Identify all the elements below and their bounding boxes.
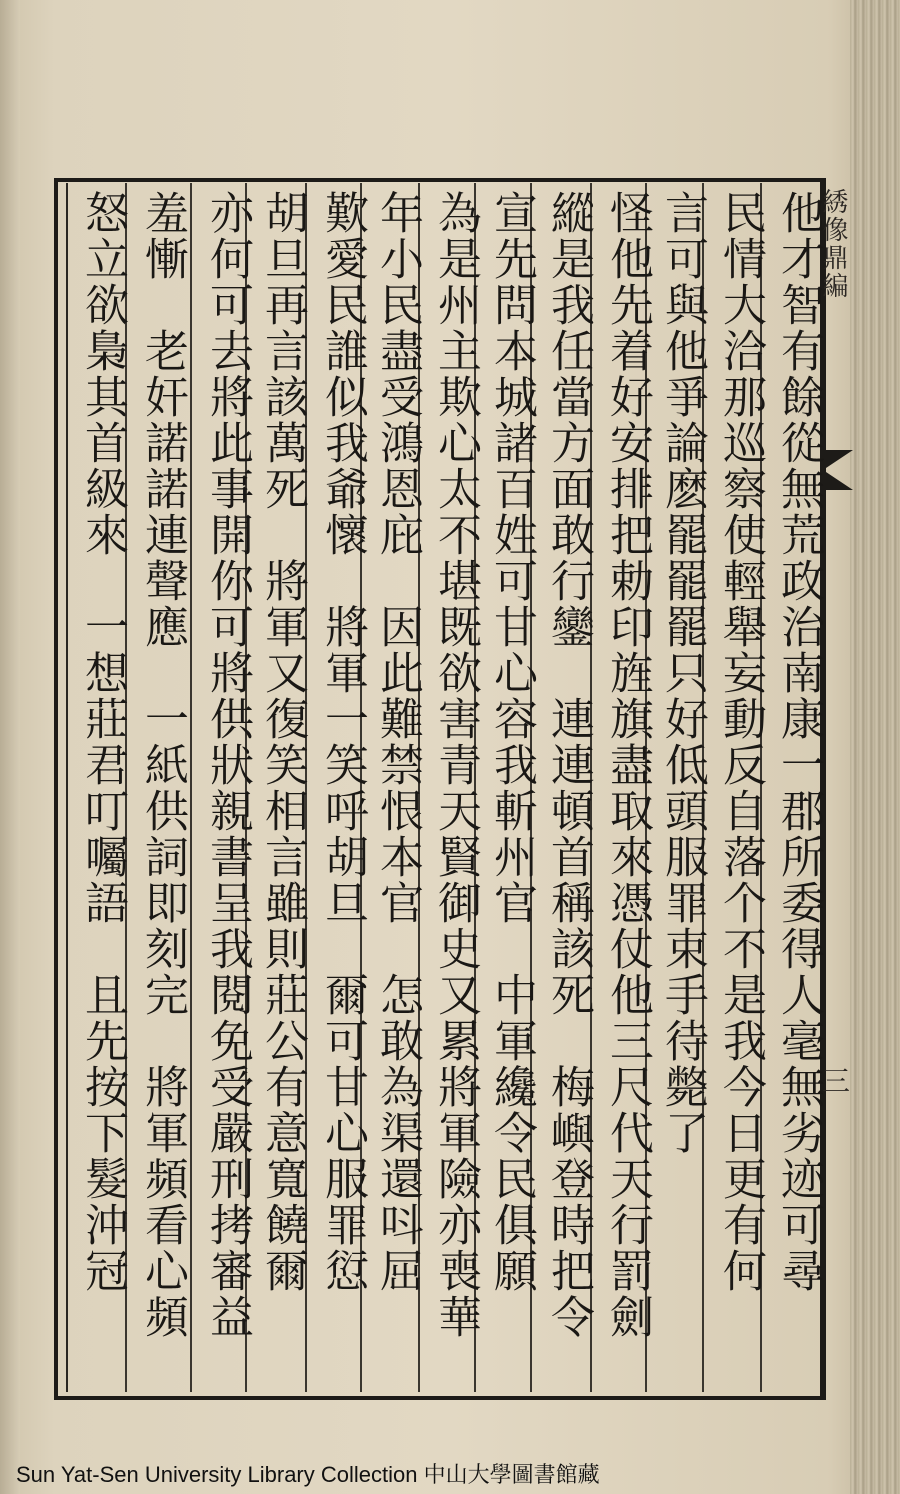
center-column-title: 綉像鼎編 <box>818 188 848 300</box>
collection-caption: Sun Yat-Sen University Library Collection 中山大學圖書館藏 <box>16 1462 600 1487</box>
text-column-13: 怒立欲梟其首級來 一想莊君叮囑語 且先按下髮沖冠 <box>77 190 128 1294</box>
text-column-3: 言可與他爭論麽罷罷罷只好低頭服罪束手待斃了 <box>657 190 708 1156</box>
text-column-7: 為是州主欺心太不堪既欲害青天賢御史又累將軍險亦喪華 <box>430 190 481 1340</box>
text-column-11: 亦何可去將此事開你可將供狀親書呈我閱免受嚴刑拷審益 <box>202 190 253 1340</box>
text-column-1: 他才智有餘從無荒政治南康一郡所委得人毫無劣迹可尋 <box>773 190 824 1294</box>
page-stack-edge <box>850 0 900 1494</box>
text-column-2: 民情大洽那巡察使輕舉妄動反自落个不是我今日更有何 <box>715 190 766 1294</box>
text-column-5: 縱是我任當方面敢行鑾 連連頓首稱該死 梅嶼登時把令 <box>543 190 594 1340</box>
text-column-4: 怪他先着好安排把勅印旌旗盡取來憑仗他三尺代天行罰劍 <box>602 190 653 1340</box>
text-column-6: 宣先問本城諸百姓可甘心容我斬州官 中軍纔令民俱願 <box>486 190 537 1294</box>
text-column-12: 羞慚 老奸諾諾連聲應 一紙供詞即刻完 將軍頻看心頻 <box>137 190 188 1340</box>
leaf-number: 三 <box>818 1066 851 1094</box>
text-column-8: 年小民盡受鴻恩庇 因此難禁恨本官 怎敢為渠還呌屈 <box>372 190 423 1294</box>
text-column-9: 歎愛民誰似我爺懷 將軍一笑呼胡旦 爾可甘心服罪愆 <box>317 190 368 1294</box>
facing-page-edge <box>0 0 20 1494</box>
text-column-10: 胡旦再言該萬死 將軍又復笑相言雖則莊公有意寬饒爾 <box>257 190 308 1294</box>
